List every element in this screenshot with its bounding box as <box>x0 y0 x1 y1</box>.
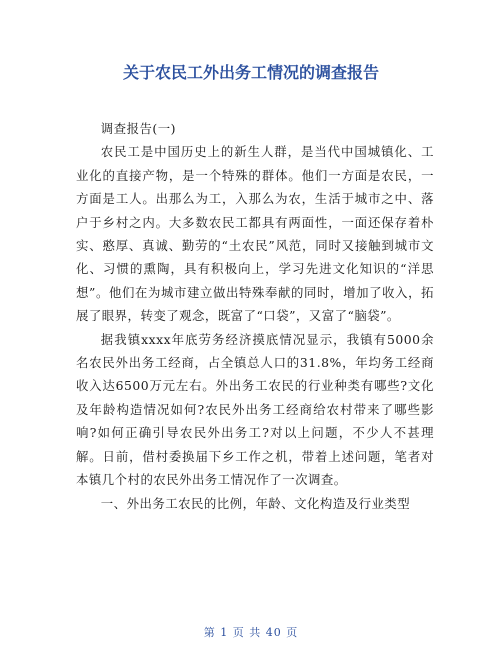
document-title: 关于农民工外出务工情况的调查报告 <box>122 63 379 82</box>
section-label: 调查报告(一) <box>100 121 176 136</box>
section-subheading: 一、外出务工农民的比例，年龄、文化构造及行业类型 <box>100 495 411 511</box>
paragraph: 农民工是中国历史上的新生人群，是当代中国城镇化、工业化的直接产物，是一个特殊的群体。他们一方面是农民，一方面是工人。出那么为工，入那么为农，生活于城市之中、落户于乡村之内。大多数农民工都具有两面性，一面还保存着朴实、憨厚、真诚、勤劳的“土农民”风范，同时又接触到城市文化、习惯的熏陶，具有积极向上，学习先进文化知识的“洋思想”。他们在为城市建立做出特殊奉献的同时，增加了收入，拓展了眼界，转变了观念，既富了“口袋”，又富了“脑袋”。 <box>76 144 434 324</box>
page-footer: 第 1 页 共 40 页 <box>203 626 299 639</box>
document-body <box>76 117 434 515</box>
paragraph: 据我镇xxxx年底劳务经济摸底情况显示，我镇有5000余名农民外出务工经商，占全镇总人口的31.8%，年均务工经商收入达6500万元左右。外出务工农民的行业种类有哪些?文化及年龄构造情况如何?农民外出务工经商给农村带来了哪些影响?如何正确引导农民外出务工?对以上问题，不少人不甚理解。日前，借村委换届下乡工作之机，带着上述问题，笔者对本镇几个村的农民外出务工情况作了一次调查。 <box>76 331 434 488</box>
